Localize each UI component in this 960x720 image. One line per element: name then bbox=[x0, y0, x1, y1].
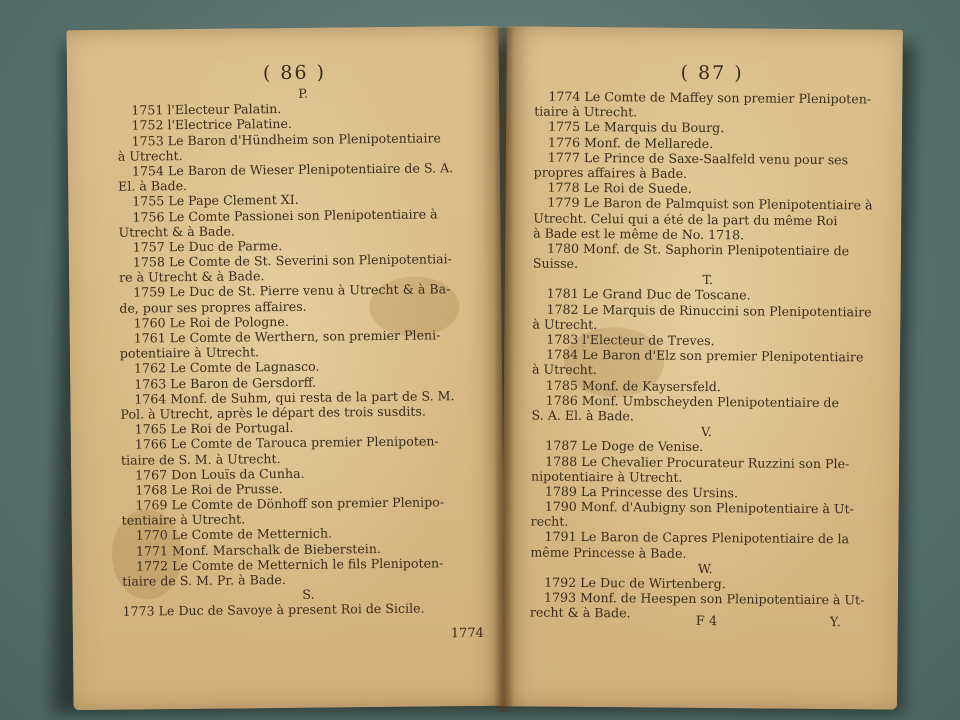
section-letter: V. bbox=[700, 424, 712, 440]
text-line: 1782 Le Marquis de Rinuccini son Plenipotentiaire bbox=[546, 301, 872, 320]
text-line: 1792 Le Duc de Wirtenberg. bbox=[544, 574, 726, 592]
text-line: 1784 Le Baron d'Elz son premier Plenipotentiaire bbox=[546, 346, 864, 365]
text-line: tiaire de S. M. Pr. à Bade. bbox=[122, 572, 286, 589]
text-line: recht. bbox=[530, 513, 569, 530]
text-line: 1766 Le Comte de Tarouca premier Plenipoten- bbox=[134, 433, 439, 452]
text-line: recht & à Bade. bbox=[529, 604, 631, 621]
text-line: tiaire à Utrecht. bbox=[534, 103, 638, 120]
text-line: 1791 Le Baron de Capres Plenipotentiaire de la bbox=[544, 529, 850, 547]
text-line: tiaire de S. M. à Utrecht. bbox=[120, 450, 281, 468]
section-letter: S. bbox=[302, 586, 315, 603]
text-line: 1755 Le Pape Clement XI. bbox=[132, 192, 299, 209]
text-line: 1783 l'Electeur de Treves. bbox=[546, 331, 715, 349]
text-line: 1758 Le Comte de St. Severini son Plenipotentiai- bbox=[132, 251, 452, 270]
text-line: 1774 Le Comte de Maffey son premier Plenipoten- bbox=[548, 88, 872, 107]
text-line: 1764 Monf. de Suhm, qui resta de la part de S. M. bbox=[134, 387, 455, 407]
text-line: 1785 Monf. de Kaysersfeld. bbox=[545, 377, 721, 394]
text-line: 1773 Le Duc de Savoye à present Roi de Sicile. bbox=[122, 600, 425, 620]
text-line: 1769 Le Comte de Dönhoff son premier Plenipo- bbox=[135, 494, 445, 513]
text-line: de, pour ses propres affaires. bbox=[119, 298, 307, 316]
text-line: El. à Bade. bbox=[118, 178, 188, 194]
text-line: 1754 Le Baron de Wieser Plenipotentiaire de S. A. bbox=[131, 160, 454, 179]
text-line: 1781 Le Grand Duc de Toscane. bbox=[546, 286, 751, 303]
text-line: 1786 Monf. Umbscheyden Plenipotentiaire de bbox=[545, 392, 840, 410]
text-line: 1767 Don Louïs da Cunha. bbox=[135, 465, 305, 483]
text-line: tentiaire à Utrecht. bbox=[121, 511, 246, 528]
text-line: à Utrecht. bbox=[531, 361, 597, 378]
text-line: à Bade est le même de No. 1718. bbox=[533, 225, 745, 243]
text-line: 1775 Le Marquis du Bourg. bbox=[548, 119, 725, 136]
page-text bbox=[530, 89, 885, 624]
text-line: 1759 Le Duc de St. Pierre venu à Utrecht & à Ba- bbox=[133, 281, 451, 301]
text-line: Suisse. bbox=[532, 255, 579, 271]
text-line: 1753 Le Baron d'Hündheim son Plenipotentiaire bbox=[131, 129, 441, 149]
text-line: nipotentiaire à Utrecht. bbox=[530, 468, 683, 485]
text-line: 1756 Le Comte Passionei son Plenipotentiaire à bbox=[132, 205, 438, 225]
catchword: Y. bbox=[829, 615, 841, 631]
right-page bbox=[501, 26, 903, 709]
text-line: à Utrecht. bbox=[117, 147, 183, 164]
text-line: 1787 Le Doge de Venise. bbox=[545, 437, 704, 455]
text-line: Utrecht. Celui qui a été de la part du même Roi bbox=[533, 210, 838, 228]
text-line: potentiaire à Utrecht. bbox=[119, 344, 260, 361]
page-text bbox=[117, 84, 495, 619]
text-line: 1761 Le Comte de Werthern, son premier Pleni- bbox=[133, 327, 441, 346]
text-line: 1771 Monf. Marschalk de Bieberstein. bbox=[135, 540, 381, 559]
text-line: 1777 Le Prince de Saxe-Saalfeld venu pour ses bbox=[547, 149, 849, 168]
text-line: 1770 Le Comte de Metternich. bbox=[135, 525, 333, 544]
section-letter: P. bbox=[298, 85, 309, 101]
text-line: à Utrecht. bbox=[532, 316, 598, 332]
text-line: 1778 Le Roi de Suede. bbox=[547, 179, 692, 197]
open-book bbox=[70, 28, 900, 714]
signature-mark: F 4 bbox=[695, 613, 718, 630]
text-line: 1763 Le Baron de Gersdorff. bbox=[134, 374, 317, 392]
catchword: 1774 bbox=[450, 625, 484, 642]
text-line: 1768 Le Roi de Prusse. bbox=[135, 480, 283, 498]
page-number: ( 87 ) bbox=[680, 61, 744, 85]
page-number: ( 86 ) bbox=[262, 61, 327, 85]
text-line: S. A. El. à Bade. bbox=[531, 407, 634, 424]
text-line: 1757 Le Duc de Parme. bbox=[132, 237, 283, 255]
section-letter: T. bbox=[702, 272, 714, 288]
text-line: 1751 l'Electeur Palatin. bbox=[131, 101, 282, 118]
text-line: re à Utrecht & à Bade. bbox=[118, 268, 265, 285]
text-line: propres affaires à Bade. bbox=[533, 164, 688, 181]
text-line: 1760 Le Roi de Pologne. bbox=[133, 313, 289, 331]
text-line: 1762 Le Comte de Lagnasco. bbox=[133, 359, 320, 376]
text-line: 1788 Le Chevalier Procurateur Ruzzini son Ple- bbox=[545, 453, 850, 471]
book-gutter bbox=[494, 28, 514, 712]
text-line: Utrecht & à Bade. bbox=[118, 223, 236, 240]
text-line: 1780 Monf. de St. Saphorin Plenipotentiaire de bbox=[546, 240, 850, 259]
text-line: 1752 l'Electrice Palatine. bbox=[131, 116, 293, 133]
text-line: Pol. à Utrecht, après le départ des trois susdits. bbox=[120, 403, 426, 422]
text-line: 1765 Le Roi de Portugal. bbox=[134, 420, 294, 437]
section-letter: W. bbox=[697, 560, 713, 576]
text-line: 1789 La Princesse des Ursins. bbox=[544, 483, 739, 501]
left-page bbox=[66, 26, 505, 710]
text-line: 1772 Le Comte de Metternich le fils Plenipoten- bbox=[135, 555, 444, 574]
text-line: 1779 Le Baron de Palmquist son Plenipotentiaire à bbox=[547, 194, 873, 213]
text-line: 1793 Monf. de Heespen son Plenipotentiaire à Ut- bbox=[543, 589, 865, 608]
text-line: même Princesse à Bade. bbox=[530, 544, 687, 561]
text-line: 1776 Monf. de Mellarede. bbox=[547, 134, 714, 151]
text-line: 1790 Monf. d'Aubigny son Plenipotentiaire à Ut- bbox=[544, 498, 854, 517]
